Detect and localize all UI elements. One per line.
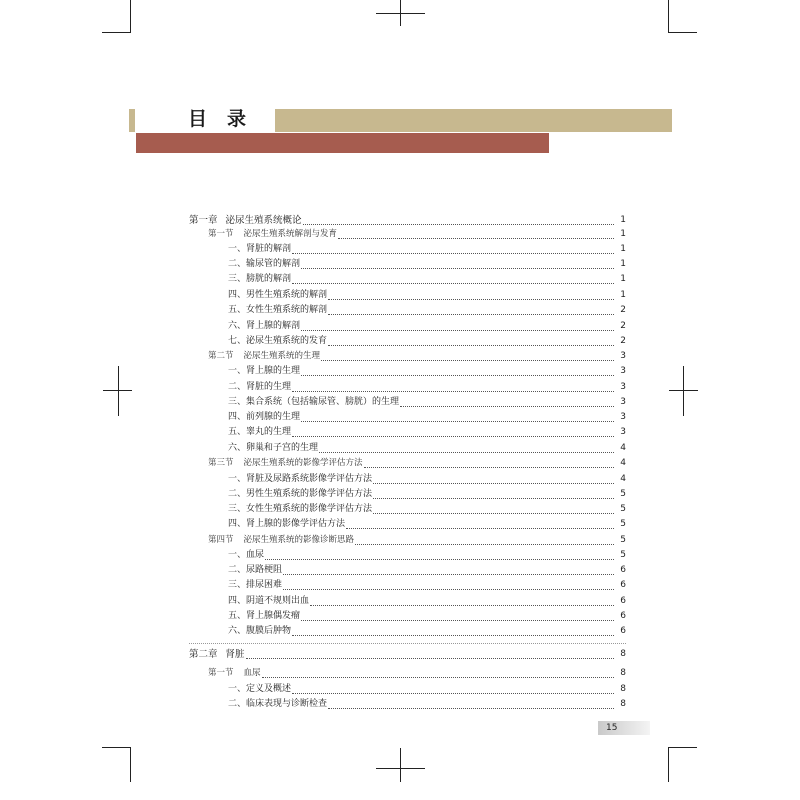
toc-entry-label xyxy=(228,517,345,532)
toc-entry-title: 六、腹膜后肿物 xyxy=(228,626,292,636)
toc-entry-title: 二、尿路梗阻 xyxy=(228,565,283,575)
toc-page-number: 6 xyxy=(620,611,626,621)
toc-entry-title: 五、睾丸的生理 xyxy=(228,427,292,437)
toc-leader-dots xyxy=(328,345,614,346)
toc-entry-label xyxy=(228,609,300,624)
toc-entry-label xyxy=(228,594,309,609)
toc-entry-label xyxy=(228,578,282,593)
toc-entry-label xyxy=(189,647,245,662)
toc-leader-dots xyxy=(310,605,614,606)
toc-entry-title: 五、肾上腺偶发瘤 xyxy=(228,611,301,621)
toc-leader-dots xyxy=(292,436,614,437)
toc-entry-label xyxy=(228,548,264,563)
toc-entry-number: 第四节 xyxy=(208,535,234,545)
toc-leader-dots xyxy=(292,693,614,694)
toc-entry-label xyxy=(228,682,291,697)
toc-entry-label xyxy=(208,456,363,471)
toc-entry-label xyxy=(228,624,291,639)
toc-entry-title: 三、排尿困难 xyxy=(228,580,283,590)
toc-entry-label xyxy=(228,410,300,425)
toc-page-number: 5 xyxy=(620,550,626,560)
toc-page-number: 3 xyxy=(620,366,626,376)
toc-leader-dots xyxy=(346,528,614,529)
toc-entry-title: 四、男性生殖系统的解剖 xyxy=(228,290,328,300)
toc-page-number: 8 xyxy=(620,699,626,709)
toc-leader-dots xyxy=(373,498,614,499)
toc-page-number: 2 xyxy=(620,321,626,331)
toc-leader-dots xyxy=(400,406,614,407)
toc-leader-dots xyxy=(373,483,614,484)
toc-entry-title: 二、输尿管的解剖 xyxy=(228,259,301,269)
toc-entry-label xyxy=(228,303,327,318)
toc-entry-label xyxy=(228,487,372,502)
toc-entry-number: 第一章 xyxy=(189,215,218,226)
toc-entry-number: 第三节 xyxy=(208,458,234,468)
toc-page-number: 6 xyxy=(620,596,626,606)
toc-page-number: 5 xyxy=(620,489,626,499)
toc-leader-dots xyxy=(328,314,614,315)
toc-leader-dots xyxy=(301,620,614,621)
toc-leader-dots xyxy=(321,360,614,361)
toc-leader-dots xyxy=(301,330,614,331)
toc-entry-title: 肾脏 xyxy=(225,649,245,660)
toc-entry-label xyxy=(228,272,291,287)
toc-leader-dots xyxy=(292,635,614,636)
toc-entry-title: 一、肾脏及尿路系统影像学评估方法 xyxy=(228,474,373,484)
toc-page-number: 1 xyxy=(620,229,626,239)
toc-entry-title: 二、男性生殖系统的影像学评估方法 xyxy=(228,489,373,499)
toc-leader-dots xyxy=(283,574,614,575)
toc-entry-label xyxy=(228,319,300,334)
toc-entry-label xyxy=(228,472,372,487)
toc-leader-dots xyxy=(373,513,614,514)
page-title: 目录 xyxy=(188,108,267,130)
toc-entry-label xyxy=(208,227,337,242)
page-number: 15 xyxy=(606,723,618,733)
toc-page-number: 1 xyxy=(620,290,626,300)
toc-entry-title: 三、集合系统（包括输尿管、膀胱）的生理 xyxy=(228,397,400,407)
toc-leader-dots xyxy=(301,421,614,422)
toc-entry-title: 三、膀胱的解剖 xyxy=(228,274,292,284)
toc-entry-label xyxy=(208,533,354,548)
toc-page-number: 1 xyxy=(620,259,626,269)
toc-leader-dots xyxy=(292,253,614,254)
toc-page-number: 5 xyxy=(620,519,626,529)
toc-page-number: 4 xyxy=(620,474,626,484)
toc-entry-title: 泌尿生殖系统的影像学评估方法 xyxy=(243,458,363,468)
toc-entry-title: 一、肾脏的解剖 xyxy=(228,244,292,254)
toc-entry-title: 泌尿生殖系统解剖与发育 xyxy=(243,229,338,239)
toc-leader-dots xyxy=(338,238,614,239)
toc-leader-dots xyxy=(328,299,614,300)
toc-entry-title: 一、血尿 xyxy=(228,550,265,560)
toc-page-number: 1 xyxy=(620,274,626,284)
toc-page-number: 2 xyxy=(620,305,626,315)
toc-entry-label xyxy=(228,242,291,257)
toc-leader-dots xyxy=(301,268,614,269)
toc-leader-dots xyxy=(303,224,614,225)
toc-leader-dots xyxy=(364,467,614,468)
toc-entry-title: 泌尿生殖系统概论 xyxy=(225,215,302,226)
toc-leader-dots xyxy=(319,452,614,453)
toc-leader-dots xyxy=(355,544,614,545)
toc-entry-label xyxy=(228,334,327,349)
toc-entry-title: 泌尿生殖系统的影像诊断思路 xyxy=(243,535,355,545)
toc-page-number: 3 xyxy=(620,382,626,392)
toc-entry-title: 一、定义及概述 xyxy=(228,684,292,694)
toc-page-number: 2 xyxy=(620,336,626,346)
toc-page-number: 8 xyxy=(620,668,626,678)
toc-entry-number: 第一节 xyxy=(208,668,234,678)
toc-entry-title: 七、泌尿生殖系统的发育 xyxy=(228,336,328,346)
toc-entry-label xyxy=(228,364,300,379)
toc-entry-title: 四、阴道不规则出血 xyxy=(228,596,310,606)
toc-page-number: 3 xyxy=(620,351,626,361)
toc-entry-title: 四、前列腺的生理 xyxy=(228,412,301,422)
toc-entry-label xyxy=(228,563,282,578)
toc-leader-dots xyxy=(265,559,614,560)
toc-entry-label xyxy=(228,288,327,303)
toc-entry-title: 一、肾上腺的生理 xyxy=(228,366,301,376)
toc-entry-label xyxy=(228,257,300,272)
toc-leader-dots xyxy=(283,589,614,590)
toc-entry-label xyxy=(208,349,320,364)
toc-entry-title: 五、女性生殖系统的解剖 xyxy=(228,305,328,315)
toc-page-number: 3 xyxy=(620,427,626,437)
toc-page-number: 3 xyxy=(620,412,626,422)
toc-entry-title: 六、肾上腺的解剖 xyxy=(228,321,301,331)
toc-page-number: 5 xyxy=(620,535,626,545)
toc-leader-dots xyxy=(262,677,614,678)
toc-leader-dots xyxy=(328,708,614,709)
toc-entry-label xyxy=(228,380,291,395)
toc-entry-title: 三、女性生殖系统的影像学评估方法 xyxy=(228,504,373,514)
toc-entry-label xyxy=(208,666,261,681)
toc-entry-title: 四、肾上腺的影像学评估方法 xyxy=(228,519,346,529)
toc-page-number: 6 xyxy=(620,580,626,590)
toc-entry-title: 二、临床表现与诊断检查 xyxy=(228,699,328,709)
toc-entry-title: 二、肾脏的生理 xyxy=(228,382,292,392)
toc-entry-label xyxy=(228,502,372,517)
toc-page-number: 8 xyxy=(620,684,626,694)
toc-entry-number: 第二章 xyxy=(189,649,218,660)
toc-entry-label xyxy=(228,441,318,456)
toc-leader-dots xyxy=(246,658,614,659)
toc-page-number: 4 xyxy=(620,458,626,468)
toc-page-number: 8 xyxy=(620,649,626,659)
toc-page-number: 6 xyxy=(620,626,626,636)
toc-page-number: 6 xyxy=(620,565,626,575)
toc-page-number: 5 xyxy=(620,504,626,514)
chapter-separator xyxy=(189,643,626,644)
toc-entry-label xyxy=(189,213,302,228)
toc-entry-number: 第二节 xyxy=(208,351,234,361)
toc-page-number: 1 xyxy=(620,244,626,254)
toc-entry-label xyxy=(228,425,291,440)
toc-page-number: 3 xyxy=(620,397,626,407)
toc-page-number: 1 xyxy=(620,215,626,225)
toc-entry-label xyxy=(228,697,327,712)
toc-leader-dots xyxy=(292,391,614,392)
toc-entry-number: 第一节 xyxy=(208,229,234,239)
toc-entry-label xyxy=(228,395,399,410)
toc-page-number: 4 xyxy=(620,443,626,453)
toc-leader-dots xyxy=(301,375,614,376)
toc-entry-title: 血尿 xyxy=(243,668,261,678)
toc-entry-title: 泌尿生殖系统的生理 xyxy=(243,351,321,361)
toc-entry-title: 六、卵巢和子宫的生理 xyxy=(228,443,319,453)
toc-leader-dots xyxy=(292,283,614,284)
